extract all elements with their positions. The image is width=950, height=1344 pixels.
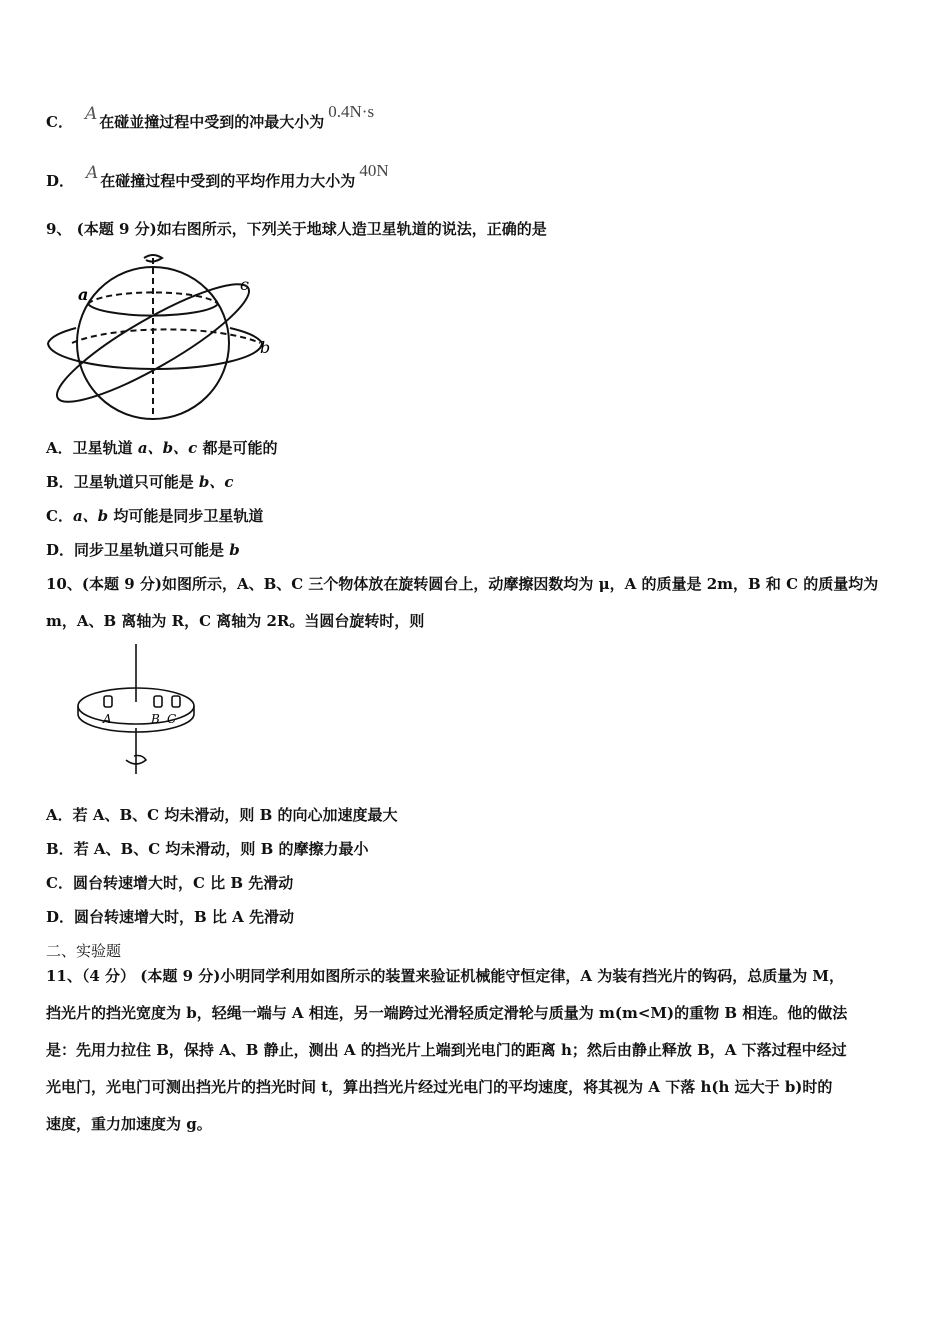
option-key: C．: [46, 113, 73, 131]
option-key: B．: [46, 840, 74, 858]
option-vars: a、b、c: [137, 439, 198, 457]
q8-option-c: [46, 102, 375, 132]
option-key: C．: [46, 874, 73, 892]
label-block-a: A: [103, 712, 112, 726]
option-text: 圆台转速增大时，B 比 A 先滑动: [74, 908, 294, 926]
label-block-b: B: [151, 712, 160, 726]
block-a: [104, 696, 112, 707]
option-vars: b、c: [198, 473, 234, 491]
option-text-post: 都是可能的: [197, 439, 278, 457]
q8-option-d: [46, 161, 389, 191]
option-key: A．: [46, 806, 73, 824]
q9-option-d: [46, 540, 240, 560]
q9-stem: 9、 (本题 9 分)如右图所示，下列关于地球人造卫星轨道的说法，正确的是: [46, 220, 547, 238]
math-variable: A: [86, 163, 99, 183]
option-text-pre: 同步卫星轨道只可能是: [74, 541, 230, 559]
block-b: [154, 696, 162, 707]
label-a: a: [78, 285, 89, 304]
q11-line1: 11、（4 分） (本题 9 分)小明同学利用如图所示的装置来验证机械能守恒定律，A 为装有挡光片的钩码，总质量为 M，: [46, 967, 845, 985]
math-value: 40N: [359, 161, 389, 180]
option-key: B．: [46, 473, 74, 491]
q9-option-c: [46, 506, 263, 526]
option-text-pre: 卫星轨道: [72, 439, 138, 457]
option-key: D．: [46, 541, 75, 559]
q9-option-b: [46, 472, 234, 492]
option-text: 若 A、B、C 均未滑动，则 B 的向心加速度最大: [72, 806, 398, 824]
option-vars: a、b: [72, 507, 109, 525]
option-text: 在碰並撞过程中受到的冲最大小为: [99, 113, 325, 131]
option-text: 在碰撞过程中受到的平均作用力大小为: [100, 172, 356, 190]
label-b: b: [260, 338, 271, 357]
q9-orbit-figure: [40, 248, 280, 428]
orbit-b-left: [48, 328, 76, 343]
q10-option-c: [46, 873, 293, 893]
orbit-b-back: [72, 329, 260, 343]
option-key: C．: [46, 507, 73, 525]
label-block-c: C: [167, 712, 177, 726]
q10-disc-figure: [46, 642, 216, 778]
option-key: A．: [46, 439, 73, 457]
q11-line4: 光电门，光电门可测出挡光片的挡光时间 t，算出挡光片经过光电门的平均速度，将其视为 A 下落 h(h 远大于 b)时的: [46, 1078, 833, 1096]
option-vars: b: [229, 541, 240, 559]
q10-stem-line2: m，A、B 离轴为 R，C 离轴为 2R。当圆台旋转时，则: [46, 612, 425, 630]
option-key: D．: [46, 908, 75, 926]
option-key: D．: [46, 172, 75, 190]
q11-line2: 挡光片的挡光宽度为 b，轻绳一端与 A 相连，另一端跨过光滑轻质定滑轮与质量为 m(m<M)的重物 B 相连。他的做法: [46, 1004, 848, 1022]
math-value: 0.4N·s: [328, 102, 375, 121]
q10-option-a: [46, 805, 397, 825]
section-title: 二、实验题: [46, 942, 122, 960]
q11-line3: 是：先用力拉住 B，保持 A、B 静止，测出 A 的挡光片上端到光电门的距离 h；然后由静止释放 B，A 下落过程中经过: [46, 1041, 847, 1059]
q10-option-b: [46, 839, 369, 859]
label-c: c: [240, 275, 249, 294]
option-text-post: 均可能是同步卫星轨道: [108, 507, 264, 525]
option-text-pre: 卫星轨道只可能是: [73, 473, 199, 491]
q10-stem-line1: 10、(本题 9 分)如图所示，A、B、C 三个物体放在旋转圆台上，动摩擦因数均为 μ，A 的质量是 2m，B 和 C 的质量均为: [46, 575, 879, 593]
option-text: 若 A、B、C 均未滑动，则 B 的摩擦力最小: [73, 840, 369, 858]
block-c: [172, 696, 180, 707]
option-text: 圆台转速增大时，C 比 B 先滑动: [72, 874, 294, 892]
q10-option-d: [46, 907, 294, 927]
q9-option-a: [46, 438, 277, 458]
q11-line5: 速度，重力加速度为 g。: [46, 1115, 212, 1133]
math-variable: A: [84, 104, 98, 124]
